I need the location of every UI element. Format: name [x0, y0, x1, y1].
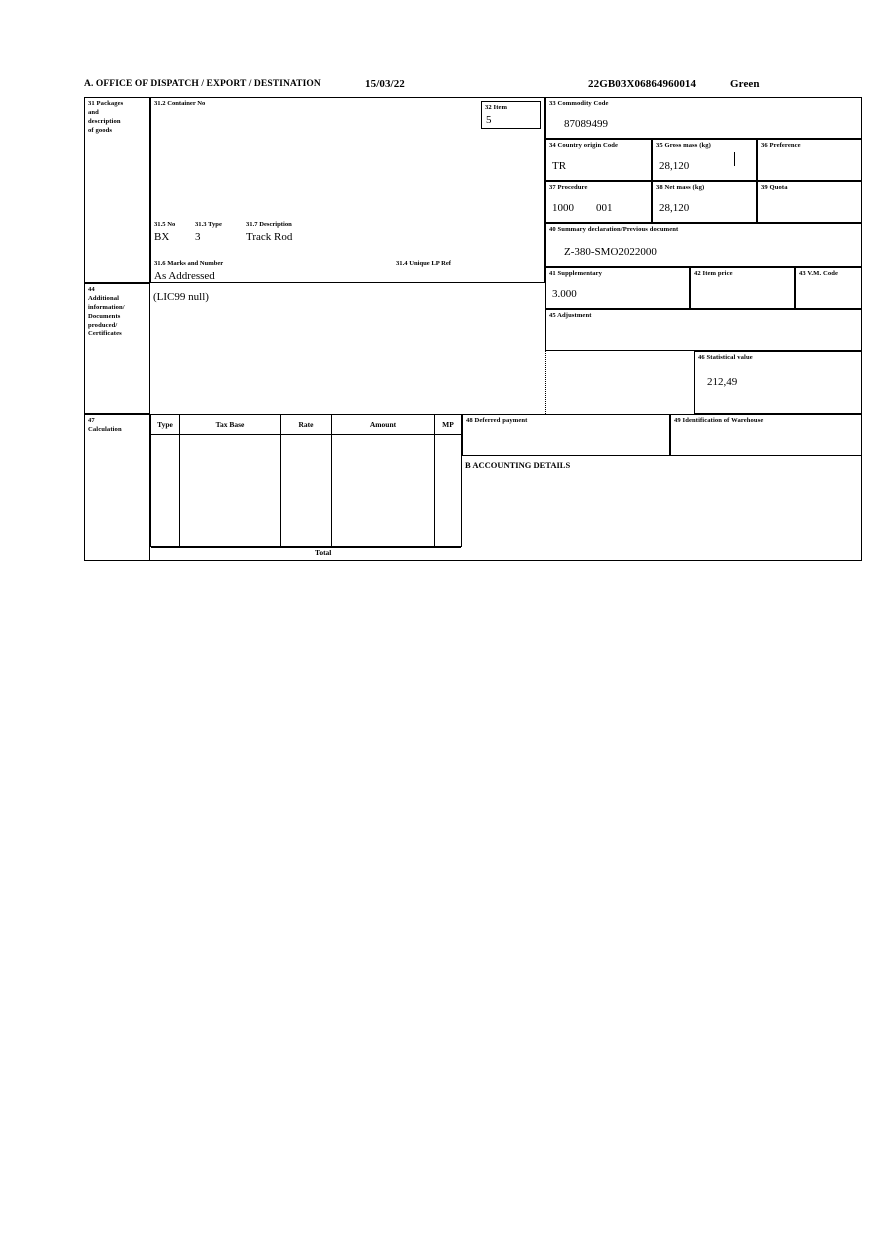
- box-44-value: (LIC99 null): [153, 291, 209, 303]
- box-36-preference: [757, 139, 862, 181]
- box-40-previous-document: [545, 223, 862, 267]
- box-35-value: 28,120: [659, 160, 690, 172]
- box-41-value: 3.000: [552, 288, 577, 300]
- box-34-value: TR: [552, 160, 567, 172]
- box-46-label: 46 Statistical value: [698, 354, 753, 361]
- box-39-quota: [757, 181, 862, 223]
- box-31-label-line-4: of goods: [88, 126, 113, 134]
- box-44-additional-information-body: [150, 283, 545, 414]
- box-34-country-origin-code: [545, 139, 652, 181]
- calc-col-amount: Amount: [369, 420, 397, 429]
- box-44-label-line-1: 44: [88, 286, 95, 293]
- box-32-value: 5: [486, 114, 492, 126]
- box-44-additional-information-label: [84, 283, 150, 414]
- box-40-label: 40 Summary declaration/Previous document: [549, 226, 679, 233]
- box-31-label-line-3: description: [88, 117, 121, 125]
- box-b-accounting-details: [462, 456, 862, 561]
- calc-col-rate: Rate: [298, 420, 314, 429]
- box-32-label: 32 Item: [485, 104, 508, 111]
- box-39-label: 39 Quota: [761, 184, 788, 191]
- box-42-item-price: [690, 267, 795, 309]
- box-41-supplementary: [545, 267, 690, 309]
- calc-col-tax-base: Tax Base: [215, 420, 245, 429]
- box-47-label-line-2: Calculation: [88, 425, 122, 433]
- box-44-label-line-3: information/: [88, 303, 125, 311]
- box-47-label-line-1: 47: [88, 417, 95, 424]
- box-b-label: B ACCOUNTING DETAILS: [465, 460, 571, 470]
- box-49-label: 49 Identification of Warehouse: [674, 417, 764, 424]
- box-35-gross-mass: [652, 139, 757, 181]
- movement-reference-number: 22GB03X06864960014: [588, 78, 697, 90]
- box-48-label: 48 Deferred payment: [466, 417, 528, 424]
- box-48-deferred-payment: [462, 414, 670, 456]
- box-31-label-line-2: and: [88, 108, 99, 116]
- box-37-value: 1000 001: [552, 202, 613, 214]
- declaration-date: 15/03/22: [365, 78, 405, 90]
- office-of-dispatch-label: A. OFFICE OF DISPATCH / EXPORT / DESTINATION: [84, 79, 321, 89]
- box-45-46-dotted-divider: [545, 351, 695, 414]
- box-31-7-description-value: Track Rod: [246, 231, 293, 243]
- box-49-identification-of-warehouse: [670, 414, 862, 456]
- box-47-calculation-table: [150, 414, 462, 547]
- box-45-adjustment: [545, 309, 862, 351]
- box-32-item: [481, 101, 541, 129]
- box-31-6-marks-label: 31.6 Marks and Number: [154, 260, 224, 267]
- box-43-vm-code: [795, 267, 862, 309]
- box-31-3-type-value: 3: [195, 231, 201, 243]
- box-44-label-line-2: Additional: [88, 294, 120, 302]
- box-31-5-no-value: BX: [154, 231, 170, 243]
- calc-col-mp: MP: [442, 420, 454, 429]
- box-44-label-line-5: produced/: [88, 321, 118, 329]
- document-header: [84, 79, 862, 93]
- box-37-procedure: [545, 181, 652, 223]
- box-36-label: 36 Preference: [761, 142, 801, 149]
- box-31-3-type-label: 31.3 Type: [195, 221, 222, 228]
- box-38-net-mass: [652, 181, 757, 223]
- box-37-label: 37 Procedure: [549, 184, 588, 191]
- box-31-2-container-label: 31.2 Container No: [154, 100, 206, 107]
- box-31-7-description-label: 31.7 Description: [246, 221, 292, 228]
- box-41-label: 41 Supplementary: [549, 270, 603, 277]
- calc-col-type: Type: [157, 420, 173, 429]
- box-35-label: 35 Gross mass (kg): [656, 142, 711, 149]
- box-44-label-line-4: Documents: [88, 312, 121, 320]
- box-47-total-row: [150, 547, 462, 561]
- box-46-statistical-value: [694, 351, 862, 414]
- box-38-value: 28,120: [659, 202, 690, 214]
- box-31-6-marks-value: As Addressed: [154, 270, 215, 282]
- box-44-label-line-6: Certificates: [88, 330, 122, 338]
- box-47-calculation-label: [84, 414, 150, 561]
- box-33-commodity-code: [545, 97, 862, 139]
- box-46-value: 212,49: [707, 376, 738, 388]
- box-43-label: 43 V.M. Code: [799, 270, 839, 277]
- box-42-label: 42 Item price: [694, 270, 733, 277]
- box-34-label: 34 Country origin Code: [549, 142, 619, 149]
- box-33-label: 33 Commodity Code: [549, 100, 609, 107]
- box-31-packages-label: [84, 97, 150, 283]
- box-38-label: 38 Net mass (kg): [656, 184, 705, 191]
- lane-status: Green: [730, 78, 760, 90]
- box-35-divider: [734, 152, 735, 166]
- box-40-value: Z-380-SMO2022000: [564, 246, 657, 258]
- box-31-4-unique-lp-ref-label: 31.4 Unique LP Ref: [396, 260, 451, 267]
- box-31-5-no-label: 31.5 No: [154, 221, 176, 228]
- calc-header-rule: [151, 434, 461, 435]
- box-45-label: 45 Adjustment: [549, 312, 592, 319]
- box-33-value: 87089499: [564, 118, 608, 130]
- calc-total-label: Total: [315, 548, 332, 557]
- box-31-label-line-1: 31 Packages: [88, 100, 124, 107]
